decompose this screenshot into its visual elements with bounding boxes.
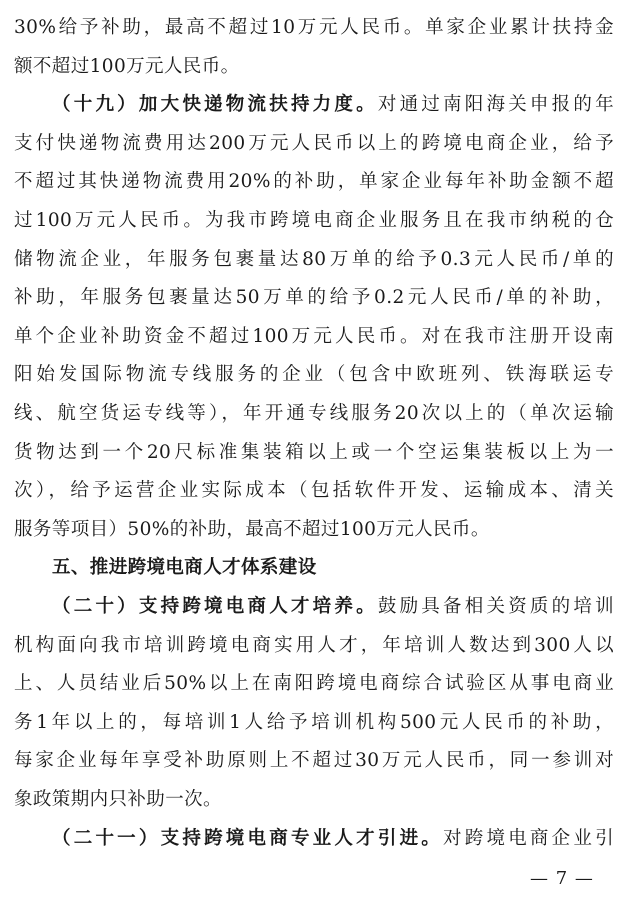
paragraph-lead: （十九）加大快递物流扶持力度。 (52, 94, 378, 116)
text-line (14, 355, 614, 395)
line-text: 储物流企业，年服务包裹量达80万单的给予0.3元人民币/单的 (14, 248, 614, 270)
text-line (14, 394, 614, 434)
line-text: 不超过其快递物流费用20%的补助，单家企业每年补助金额不超 (14, 171, 614, 193)
paragraph-lead: （二十一）支持跨境电商专业人才引进。 (52, 827, 444, 849)
text-line (14, 47, 240, 87)
line-text: 机构面向我市培训跨境电商实用人才，年培训人数达到300人以 (14, 634, 614, 656)
text-line (52, 587, 614, 627)
text-line (14, 471, 614, 511)
line-text: 线、航空货运专线等），年开通专线服务20次以上的（单次运输 (14, 403, 614, 424)
text-line (14, 162, 614, 202)
line-text: 服务等项目）50%的补助，最高不超过100万元人民币。 (14, 518, 490, 540)
line-text: 对通过南阳海关申报的年 (377, 94, 614, 116)
page-number: — 7 — (530, 868, 594, 889)
line-text: 过100万元人民币。为我市跨境电商企业服务且在我市纳税的仓 (14, 210, 614, 231)
line-text: 额不超过100万元人民币。 (14, 55, 240, 77)
line-text: 30%给予补助，最高不超过10万元人民币。单家企业累计扶持金 (14, 17, 614, 38)
line-text: 对跨境电商企业引 (443, 827, 614, 849)
text-line (52, 85, 614, 125)
line-text: 支付快递物流费用达200万元人民币以上的跨境电商企业，给予 (14, 132, 614, 154)
line-text: 补助，年服务包裹量达50万单的给予0.2元人民币/单的补助， (14, 287, 614, 309)
line-text: 每家企业每年享受补助原则上不超过30万元人民币，同一参训对 (14, 750, 614, 772)
line-text: 象政策期内只补助一次。 (14, 789, 222, 810)
text-line (14, 124, 614, 164)
line-text: 货物达到一个20尺标准集装箱以上或一个空运集装板以上为一 (14, 441, 614, 463)
text-line (14, 8, 614, 48)
text-line (14, 240, 614, 280)
line-text: 上、人员结业后50%以上在南阳跨境电商综合试验区从事电商业 (14, 673, 614, 695)
section-heading (52, 548, 317, 588)
text-line (14, 433, 614, 473)
text-line (14, 278, 614, 318)
text-line (14, 201, 614, 241)
line-text: 鼓励具备相关资质的培训 (377, 596, 614, 617)
line-text: 阳始发国际物流专线服务的企业（包含中欧班列、铁海联运专 (14, 364, 614, 386)
paragraph-lead: （二十）支持跨境电商人才培养。 (52, 596, 378, 617)
text-line (14, 317, 614, 357)
text-line (14, 741, 614, 781)
line-text: 单个企业补助资金不超过100万元人民币。对在我市注册开设南 (14, 325, 614, 347)
section-heading-text: 五、推进跨境电商人才体系建设 (52, 557, 317, 579)
text-line (14, 664, 614, 704)
line-text: 次），给予运营企业实际成本（包括软件开发、运输成本、清关 (14, 480, 614, 502)
text-line (14, 703, 614, 743)
text-line (14, 626, 614, 666)
line-text: 务1年以上的，每培训1人给予培训机构500元人民币的补助， (14, 711, 614, 733)
text-line (52, 819, 614, 859)
text-line (14, 510, 490, 550)
text-line (14, 780, 222, 820)
